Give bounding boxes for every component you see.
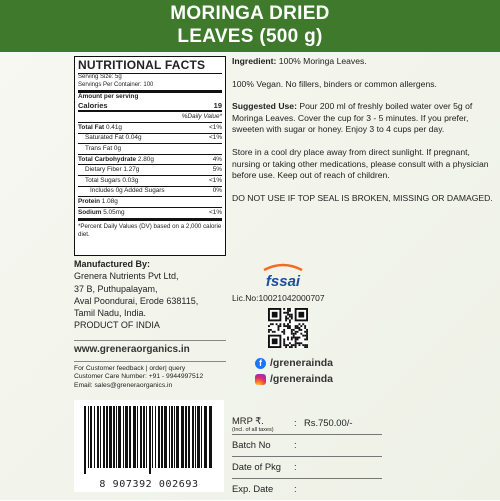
qr-module [291, 344, 293, 346]
qr-module [304, 338, 306, 340]
qr-module [298, 323, 300, 325]
qr-module [291, 316, 293, 318]
qr-module [283, 340, 285, 342]
instagram-handle: /grenerainda [270, 373, 334, 385]
qr-module [270, 323, 272, 325]
nutrient-daily-value: 0% [212, 187, 222, 195]
qr-module [287, 338, 289, 340]
qr-module [289, 308, 291, 310]
qr-module [279, 323, 281, 325]
barcode [74, 400, 224, 492]
manufacturer-line: 37 B, Puthupalayam, [74, 283, 158, 294]
daily-value-header: %Daily Value* [78, 111, 222, 122]
qr-module [274, 331, 276, 333]
qr-module [289, 346, 291, 348]
qr-module [306, 346, 308, 348]
qr-module [272, 312, 278, 318]
nutrient-amount: 1.08g [101, 197, 118, 205]
barcode-number: 8 907392 002693 [99, 479, 199, 490]
barcode-bar [109, 406, 112, 468]
barcode-bar [125, 406, 128, 468]
qr-module [306, 344, 308, 346]
product-title-line2: LEAVES (500 g) [177, 26, 323, 47]
barcode-bar [90, 406, 92, 468]
barcode-bar [192, 406, 194, 468]
barcode-bar [100, 406, 101, 468]
nutrient-name [78, 156, 154, 164]
qr-module [283, 329, 285, 331]
nutrient-name [78, 124, 122, 132]
qr-module [283, 312, 285, 314]
customer-email[interactable]: Email: sales@greneraorganics.in [74, 381, 173, 389]
nutrient-daily-value: 5% [212, 166, 222, 174]
qr-module [293, 333, 295, 335]
nutrient-row [78, 164, 222, 175]
barcode-bar [116, 406, 117, 468]
qr-module [285, 344, 287, 346]
qr-module [270, 329, 272, 331]
nutrient-daily-value: <1% [209, 208, 222, 216]
qr-module [278, 325, 280, 327]
qr-module [268, 329, 270, 331]
qr-module [304, 344, 306, 346]
qr-module [285, 318, 287, 320]
qr-module [306, 331, 308, 333]
barcode-bar [197, 406, 200, 468]
nutrient-daily-value: <1% [209, 123, 222, 131]
barcode-bar [143, 406, 145, 468]
qr-module [276, 323, 278, 325]
calories-label: Calories [78, 101, 108, 110]
qr-module [298, 344, 300, 346]
barcode-bar [201, 406, 202, 468]
qr-module [297, 331, 299, 333]
nutrient-label: Trans Fat [85, 144, 113, 152]
qr-module [289, 321, 291, 323]
qr-module [300, 325, 302, 327]
ingredient-text: 100% Moringa Leaves. [278, 56, 367, 66]
nutrition-title: NUTRITIONAL FACTS [78, 59, 222, 74]
nutrient-row [78, 175, 222, 186]
qr-code-pattern [268, 308, 308, 348]
nutrient-row [78, 207, 222, 218]
product-title-line1: MORINGA DRIED [170, 3, 330, 24]
qr-module [297, 342, 299, 344]
barcode-bar [152, 406, 153, 468]
barcode-bar [129, 406, 131, 468]
barcode-bar [188, 406, 190, 468]
mrp-tax-note: (Incl. of all taxes) [232, 427, 274, 433]
qr-module [287, 310, 289, 312]
nutrient-amount: 0.41g [105, 123, 122, 131]
barcode-bar [174, 406, 175, 468]
qr-module [287, 312, 289, 314]
qr-module [287, 325, 289, 327]
nutrient-row [78, 122, 222, 133]
barcode-bar [118, 406, 121, 468]
qr-module [289, 310, 291, 312]
nutrient-label: Total Carbohydrate [78, 155, 137, 163]
manufacturer-heading: Manufactured By: [74, 259, 151, 269]
barcode-bar [88, 406, 89, 468]
nutrient-name [85, 134, 142, 142]
nutrient-row [78, 186, 222, 197]
nutrient-name [78, 209, 125, 217]
nutrient-name [85, 145, 121, 153]
qr-module [295, 340, 297, 342]
mrp-row [232, 413, 382, 435]
nutrient-row [78, 133, 222, 144]
nutrient-label: Saturated Fat [85, 134, 124, 142]
qr-module [304, 331, 306, 333]
nutrition-facts-panel [74, 56, 226, 256]
pkg-date-row [232, 457, 382, 479]
qr-module [291, 338, 293, 340]
qr-module [287, 337, 289, 339]
qr-module [293, 344, 295, 346]
qr-module [278, 329, 280, 331]
qr-module [293, 329, 295, 331]
qr-module [281, 331, 283, 333]
divider [74, 361, 226, 362]
nutrient-name [85, 166, 139, 174]
barcode-bar [149, 406, 151, 474]
barcode-bar [103, 406, 105, 468]
nutrition-footnote: *Percent Daily Values (DV) based on a 2,000 calorie diet. [78, 223, 222, 239]
exp-date-label: Exp. Date [232, 483, 274, 494]
manufacturer-block [74, 258, 234, 332]
qr-module [272, 338, 278, 344]
qr-module [297, 325, 299, 327]
qr-module [283, 331, 285, 333]
barcode-bar [84, 406, 86, 474]
facebook-handle-row[interactable] [255, 357, 333, 369]
nutrient-amount: 1.27g [123, 166, 140, 174]
nutrient-daily-value: <1% [209, 134, 222, 142]
nutrient-row [78, 196, 222, 207]
qr-module [283, 342, 285, 344]
barcode-bars [74, 400, 224, 478]
nutrient-amount: 0.04g [125, 134, 142, 142]
nutrient-row [78, 154, 222, 165]
qr-module [289, 342, 291, 344]
qr-module [289, 319, 291, 321]
fssai-logo [258, 262, 308, 290]
barcode-bar [164, 406, 167, 468]
qr-module [279, 325, 281, 327]
barcode-bar [176, 406, 179, 468]
separator: : [294, 483, 297, 494]
fssai-logo-text: fssai [265, 273, 301, 290]
nutrition-rows [78, 122, 222, 217]
barcode-bar [133, 406, 136, 468]
nutrient-label: Includes [90, 187, 114, 195]
barcode-bar [209, 406, 212, 468]
manufacturer-line: Tamil Nadu, India. [74, 308, 147, 319]
qr-module [285, 312, 287, 314]
nutrient-amount: 0g [113, 144, 121, 152]
separator: : [294, 417, 297, 428]
qr-module [285, 319, 287, 321]
barcode-bar [106, 406, 108, 468]
qr-module [287, 344, 289, 346]
qr-module [304, 325, 306, 327]
servings-per-container: Servings Per Container: 100 [78, 81, 154, 88]
qr-module [300, 333, 302, 335]
qr-module [291, 329, 293, 331]
usage-text: Pour 200 ml of freshly boiled water over 5g of Moringa Leaves. Cover the cup for 3 - 5 minutes. If you prefer, sweeten with sugar or honey. Enjoy 3 to 4 cups per day. [232, 101, 473, 135]
qr-module [285, 316, 287, 318]
qr-module [287, 314, 289, 316]
separator: : [294, 461, 297, 472]
qr-module [283, 333, 285, 335]
fssai-license: Lic.No:10021042000707 [232, 293, 325, 303]
qr-module [278, 327, 280, 329]
qr-module [291, 346, 293, 348]
pricing-table [232, 413, 382, 501]
qr-module [297, 338, 299, 340]
qr-module [291, 333, 293, 335]
qr-module [295, 342, 297, 344]
barcode-bar [113, 406, 115, 468]
qr-module [297, 327, 299, 329]
facebook-handle: /grenerainda [270, 357, 334, 369]
qr-module [272, 323, 274, 325]
nutrient-label: Dietary Fiber [85, 166, 122, 174]
qr-module [289, 325, 291, 327]
nutrient-amount: 2.80g [137, 155, 154, 163]
qr-module [268, 331, 270, 333]
qr-module [306, 335, 308, 337]
qr-module [298, 329, 300, 331]
mrp-label: MRP ₹. [232, 415, 264, 426]
barcode-bar [137, 406, 138, 468]
qr-module [289, 327, 291, 329]
product-title-banner [0, 0, 500, 52]
usage-label: Suggested Use: [232, 101, 297, 112]
qr-module [304, 327, 306, 329]
qr-module [291, 331, 293, 333]
manufacturer-line: Aval Poondurai, Erode 638115, [74, 295, 199, 306]
qr-module [295, 325, 297, 327]
qr-module [287, 323, 289, 325]
qr-module [268, 325, 270, 327]
calories-row [78, 101, 222, 110]
qr-module [287, 308, 289, 310]
nutrient-name [78, 198, 118, 206]
qr-module [291, 318, 293, 320]
usage-paragraph [232, 101, 494, 136]
qr-module [272, 331, 274, 333]
qr-module [295, 338, 297, 340]
nutrient-label: Protein [78, 197, 101, 205]
qr-module [295, 337, 297, 339]
batch-label: Batch No [232, 439, 271, 450]
website-url[interactable]: www.greneraorganics.in [74, 344, 190, 355]
qr-module [302, 323, 304, 325]
barcode-bar [140, 406, 142, 468]
instagram-handle-row[interactable] [255, 373, 333, 385]
barcode-bar [171, 406, 173, 468]
exp-date-row [232, 479, 382, 501]
mrp-value: Rs.750.00/- [304, 417, 353, 428]
nutrient-amount: 0.03g [122, 176, 139, 184]
manufacturer-line: Grenera Nutrients Pvt Ltd, [74, 271, 179, 282]
ingredient-paragraph [232, 56, 494, 68]
qr-module [295, 346, 297, 348]
qr-module [285, 325, 287, 327]
barcode-bar [204, 406, 207, 468]
qr-code[interactable] [268, 308, 308, 348]
qr-module [302, 344, 304, 346]
barcode-bar [123, 406, 124, 468]
qr-module [293, 335, 295, 337]
nutrient-daily-value: <1% [209, 176, 222, 184]
divider [74, 340, 226, 341]
nutrient-name [85, 177, 138, 185]
qr-module [287, 327, 289, 329]
qr-module [306, 329, 308, 331]
qr-module [298, 342, 300, 344]
nutrient-name [90, 187, 165, 195]
qr-module [283, 338, 285, 340]
barcode-bar [169, 406, 170, 468]
ingredient-label: Ingredient: [232, 56, 277, 66]
customer-line: For Customer feedback | order| query [74, 365, 186, 372]
qr-module [283, 308, 285, 310]
serving-size: Serving Size: 5g [78, 74, 122, 80]
barcode-bar [155, 406, 156, 468]
storage-text: Store in a cool dry place away from direct sunlight. If pregnant, nursing or taking other medications, please consult with a physician before use. Keep out of reach of children. [232, 146, 489, 181]
nutrient-amount: 0g Added Sugars [115, 187, 165, 195]
barcode-bar [161, 406, 163, 468]
customer-line: Customer Care Number: +91 - 9944997512 [74, 373, 204, 381]
barcode-bar [94, 406, 95, 468]
nutrient-label: Sodium [78, 208, 102, 216]
qr-module [306, 338, 308, 340]
vegan-statement: 100% Vegan. No fillers, binders or common allergens. [232, 78, 437, 89]
qr-module [289, 316, 291, 318]
barcode-bar [195, 406, 196, 468]
barcode-bar [158, 406, 160, 468]
qr-module [298, 312, 304, 318]
instagram-icon [255, 374, 266, 385]
nutrient-row [78, 143, 222, 154]
qr-module [295, 333, 297, 335]
nutrient-daily-value: 4% [212, 155, 222, 163]
qr-module [300, 329, 302, 331]
facebook-icon: f [255, 358, 266, 369]
calories-value: 19 [213, 101, 222, 110]
qr-module [300, 342, 302, 344]
qr-module [295, 327, 297, 329]
manufacturer-line: PRODUCT OF INDIA [74, 320, 160, 331]
separator: : [294, 439, 297, 450]
qr-module [287, 318, 289, 320]
qr-module [293, 337, 295, 339]
qr-module [297, 337, 299, 339]
barcode-bar [181, 406, 184, 468]
barcode-bar [146, 406, 147, 468]
pkg-date-label: Date of Pkg [232, 461, 281, 472]
customer-care-block [74, 365, 234, 390]
qr-module [291, 337, 293, 339]
qr-module [295, 344, 297, 346]
qr-module [298, 327, 300, 329]
batch-row [232, 435, 382, 457]
qr-module [295, 331, 297, 333]
barcode-bar [185, 406, 187, 468]
qr-module [306, 333, 308, 335]
qr-module [285, 346, 287, 348]
seal-warning: DO NOT USE IF TOP SEAL IS BROKEN, MISSING OR DAMAGED. [232, 192, 493, 203]
qr-module [291, 314, 293, 316]
qr-module [283, 344, 285, 346]
qr-module [298, 337, 300, 339]
qr-module [283, 325, 285, 327]
qr-module [283, 323, 285, 325]
qr-module [289, 314, 291, 316]
amount-per-serving: Amount per serving [78, 93, 139, 100]
qr-module [304, 346, 306, 348]
barcode-bar [97, 406, 99, 468]
nutrient-label: Total Sugars [85, 176, 121, 184]
qr-module [304, 335, 306, 337]
nutrient-amount: 5.05mg [103, 208, 125, 216]
qr-module [306, 337, 308, 339]
product-info [232, 56, 494, 215]
qr-module [302, 335, 304, 337]
nutrient-label: Total Fat [78, 123, 105, 131]
